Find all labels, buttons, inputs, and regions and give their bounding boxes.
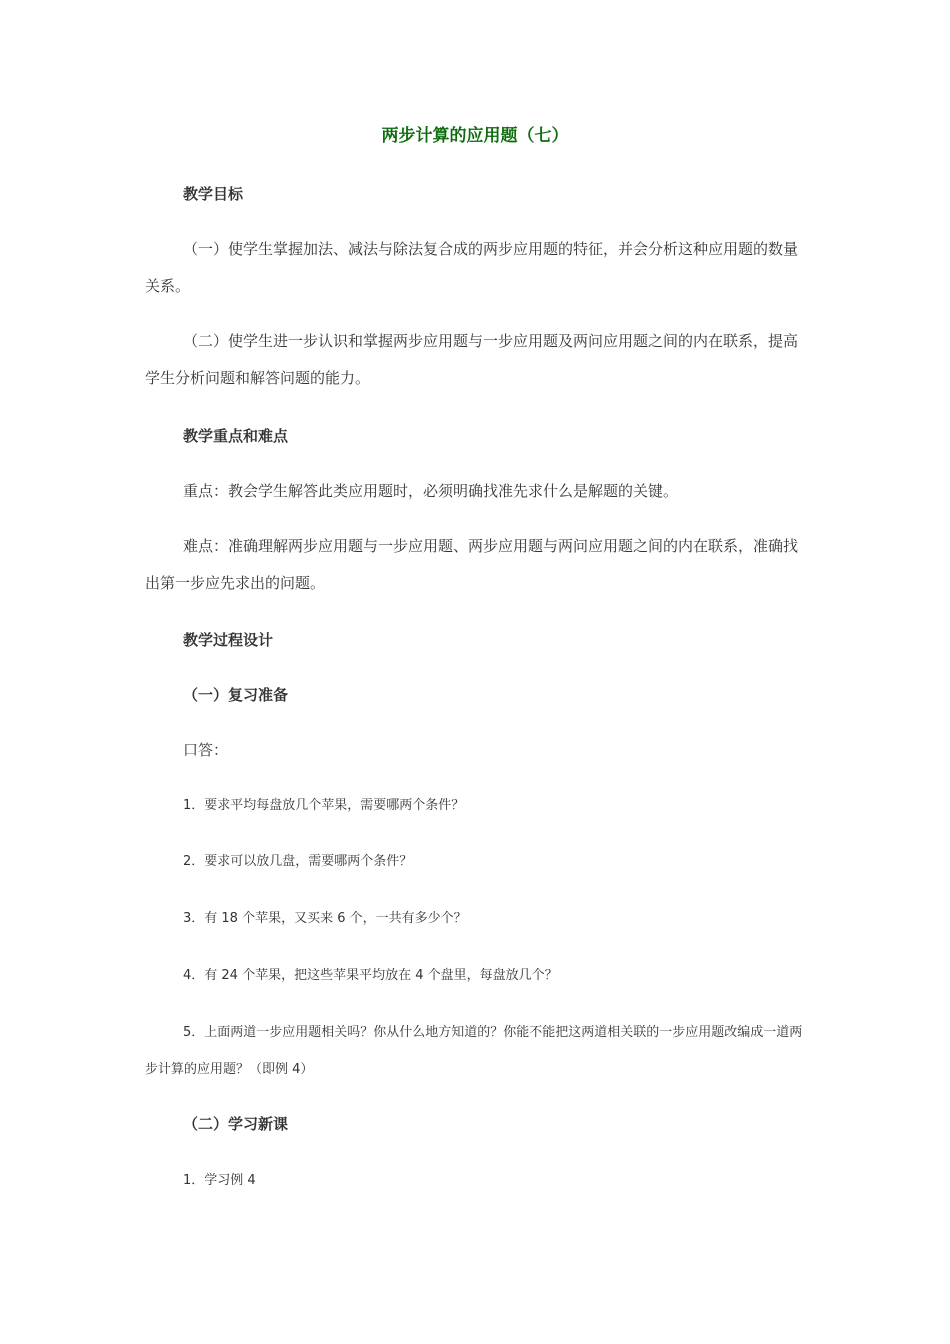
review-question-2: 2．要求可以放几盘，需要哪两个条件？ [183, 854, 413, 869]
new-lesson-item-1: 1．学习例 4 [183, 1173, 256, 1188]
goal-item-1: （一）使学生掌握加法、减法与除法复合成的两步应用题的特征，并会分析这种应用题的数量关系。 [145, 240, 799, 295]
key-point: 重点：教会学生解答此类应用题时，必须明确找准先求什么是解题的关键。 [183, 482, 679, 500]
goals-heading: 教学目标 [183, 185, 244, 203]
document-title: 两步计算的应用题（七） [381, 126, 569, 146]
review-question-5: 5．上面两道一步应用题相关吗？你从什么地方知道的？你能不能把这两道相关联的一步应用题改编成一道两步计算的应用题？（即例 4） [145, 1025, 803, 1077]
process-heading: 教学过程设计 [183, 631, 274, 649]
review-heading: （一）复习准备 [183, 686, 289, 704]
goal-item-2: （二）使学生进一步认识和掌握两步应用题与一步应用题及两问应用题之间的内在联系，提高学生分析问题和解答问题的能力。 [145, 332, 799, 387]
review-intro: 口答： [183, 741, 229, 759]
review-question-4: 4．有 24 个苹果，把这些苹果平均放在 4 个盘里，每盘放几个？ [183, 968, 558, 983]
new-lesson-heading: （二）学习新课 [183, 1115, 289, 1133]
difficulty: 难点：准确理解两步应用题与一步应用题、两步应用题与两问应用题之间的内在联系，准确找出第一步应先求出的问题。 [145, 537, 799, 592]
focus-heading: 教学重点和难点 [183, 427, 289, 445]
review-question-1: 1．要求平均每盘放几个苹果，需要哪两个条件？ [183, 798, 465, 813]
review-question-3: 3．有 18 个苹果，又买来 6 个，一共有多少个？ [183, 911, 467, 926]
